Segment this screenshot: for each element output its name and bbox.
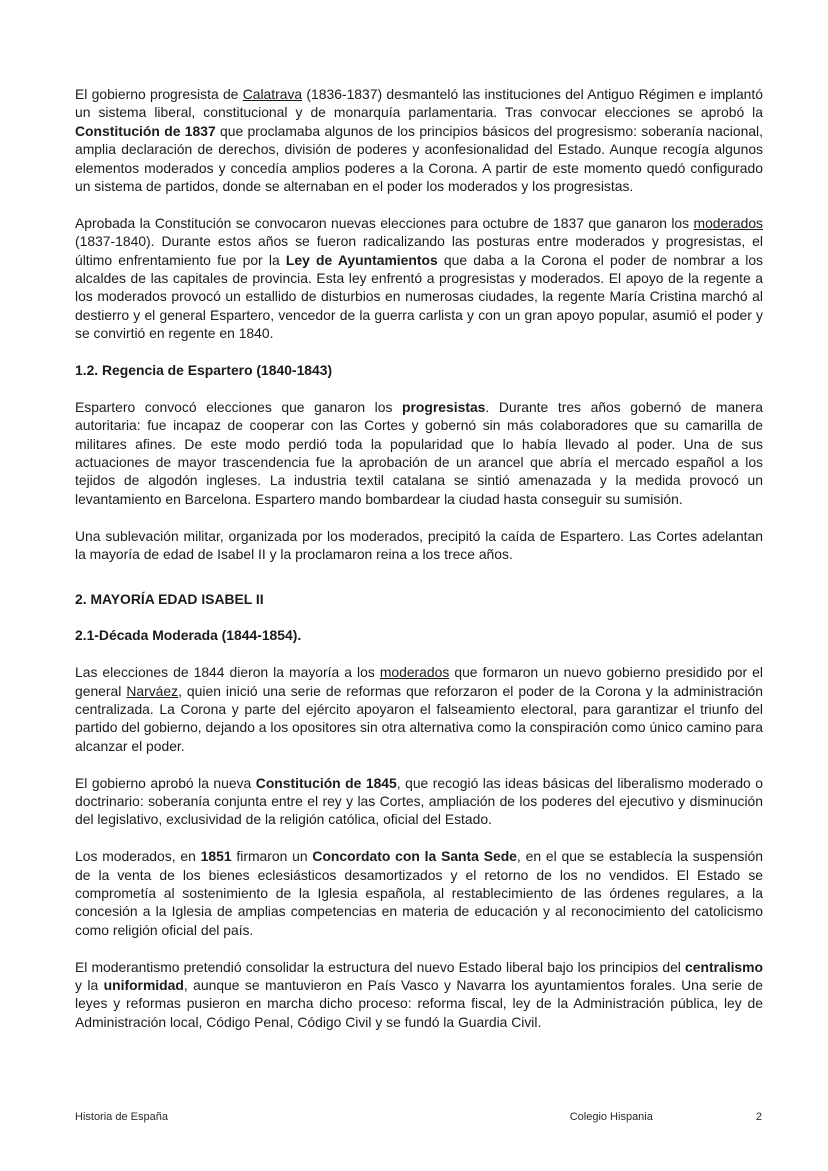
paragraph-moderantismo-centralismo: El moderantismo pretendió consolidar la estructura del nuevo Estado liberal bajo los principios del centralismo y la uniformidad, aunque se mantuvieron en País Vasco y Navarra los ayuntamientos forales. Una serie de leyes y reformas pusieron en marcha dicho proceso: reforma fiscal, ley de la Administración pública, ley de Administración local, Código Penal, Código Civil y se fundó la Guardia Civil. (75, 958, 763, 1030)
paragraph-elecciones-1837: Aprobada la Constitución se convocaron nuevas elecciones para octubre de 1837 que ganaron los moderados (1837-1840). Durante estos años se fueron radicalizando las posturas entre moderados y progresistas, el último enfrentamiento fue por la Ley de Ayuntamientos que daba a la Corona el poder de nombrar a los alcaldes de las capitales de provincia. Esta ley enfrentó a progresistas y moderados. El apoyo de la regente a los moderados provocó un estallido de disturbios en numerosas ciudades, la regente María Cristina marchó al destierro y el general Espartero, vencedor de la guerra carlista y con un gran apoyo popular, asumió el poder y se convirtió en regente en 1840. (75, 214, 763, 342)
heading-mayoria-edad-isabel-ii: 2. MAYORÍA EDAD ISABEL II (75, 590, 264, 607)
footer-page-number: 2 (755, 1111, 762, 1123)
footer-course-title: Historia de España (75, 1111, 168, 1123)
paragraph-constitucion-1845: El gobierno aprobó la nueva Constitución de 1845, que recogió las ideas básicas del liberalismo moderado o doctrinario: soberanía conjunta entre el rey y las Cortes, ampliación de los poderes del ejecutivo y disminución del legislativo, exclusividad de la religión católica, oficial del Estado. (75, 774, 763, 828)
heading-decada-moderada: 2.1-Década Moderada (1844-1854). (75, 627, 302, 644)
paragraph-concordato-santa-sede: Los moderados, en 1851 firmaron un Concordato con la Santa Sede, en el que se establecía la suspensión de la venta de los bienes eclesiásticos desamortizados y el retorno de los no vendidos. El Estado se comprometía al sostenimiento de la Iglesia española, al restablecimiento de las órdenes regulares, a la concesión a la Iglesia de amplias competencias en materia de educación y al reconocimiento del catolicismo como religión oficial del país. (75, 848, 764, 938)
paragraph-sublevacion-militar: Una sublevación militar, organizada por los moderados, precipitó la caída de Espartero. Las Cortes adelantan la mayoría de edad de Isabel II y la proclamaron reina a los trece años. (75, 527, 763, 563)
document-body (75, 85, 763, 1050)
page-footer (75, 1110, 762, 1124)
paragraph-elecciones-1844: Las elecciones de 1844 dieron la mayoría a los moderados que formaron un nuevo gobierno presidido por el general Narváez, quien inició una serie de reformas que reforzaron el poder de la Corona y la administración centralizada. La Corona y parte del ejército apoyaron el falseamiento electoral, para garantizar el triunfo del partido del gobierno, dejando a los opositores sin otra alternativa como la conspiración como único camino para alcanzar el poder. (75, 664, 763, 754)
paragraph-gobierno-calatrava: El gobierno progresista de Calatrava (1836-1837) desmanteló las instituciones del Antiguo Régimen e implantó un sistema liberal, constitucional y de monarquía parlamentaria. Tras convocar elecciones se aprobó la Constitución de 1837 que proclamaba algunos de los principios básicos del progresismo: soberanía nacional, amplia declaración de derechos, división de poderes y aconfesionalidad del Estado. Aunque recogía algunos elementos moderados y concedía amplios poderes a la Corona. A partir de este momento quedó configurado un sistema de partidos, donde se alternaban en el poder los moderados y los progresistas. (75, 86, 763, 195)
heading-regencia-espartero: 1.2. Regencia de Espartero (1840-1843) (75, 362, 333, 379)
paragraph-espartero-gobierno: Espartero convocó elecciones que ganaron los progresistas. Durante tres años gobernó de manera autoritaria: fue incapaz de cooperar con las Cortes y gobernó sin más colaboradores que su camarilla de militares afines. De este modo perdió toda la popularidad que lo había llevado al poder. Una de sus actuaciones de mayor trascendencia fue la aprobación de un arancel que abría el mercado español a los tejidos de algodón ingleses. La industria textil catalana se sintió amenazada y la medida provocó un levantamiento en Barcelona. Espartero mando bombardear la ciudad hasta conseguir su sumisión. (75, 398, 763, 507)
footer-school-name: Colegio Hispania (569, 1111, 653, 1123)
